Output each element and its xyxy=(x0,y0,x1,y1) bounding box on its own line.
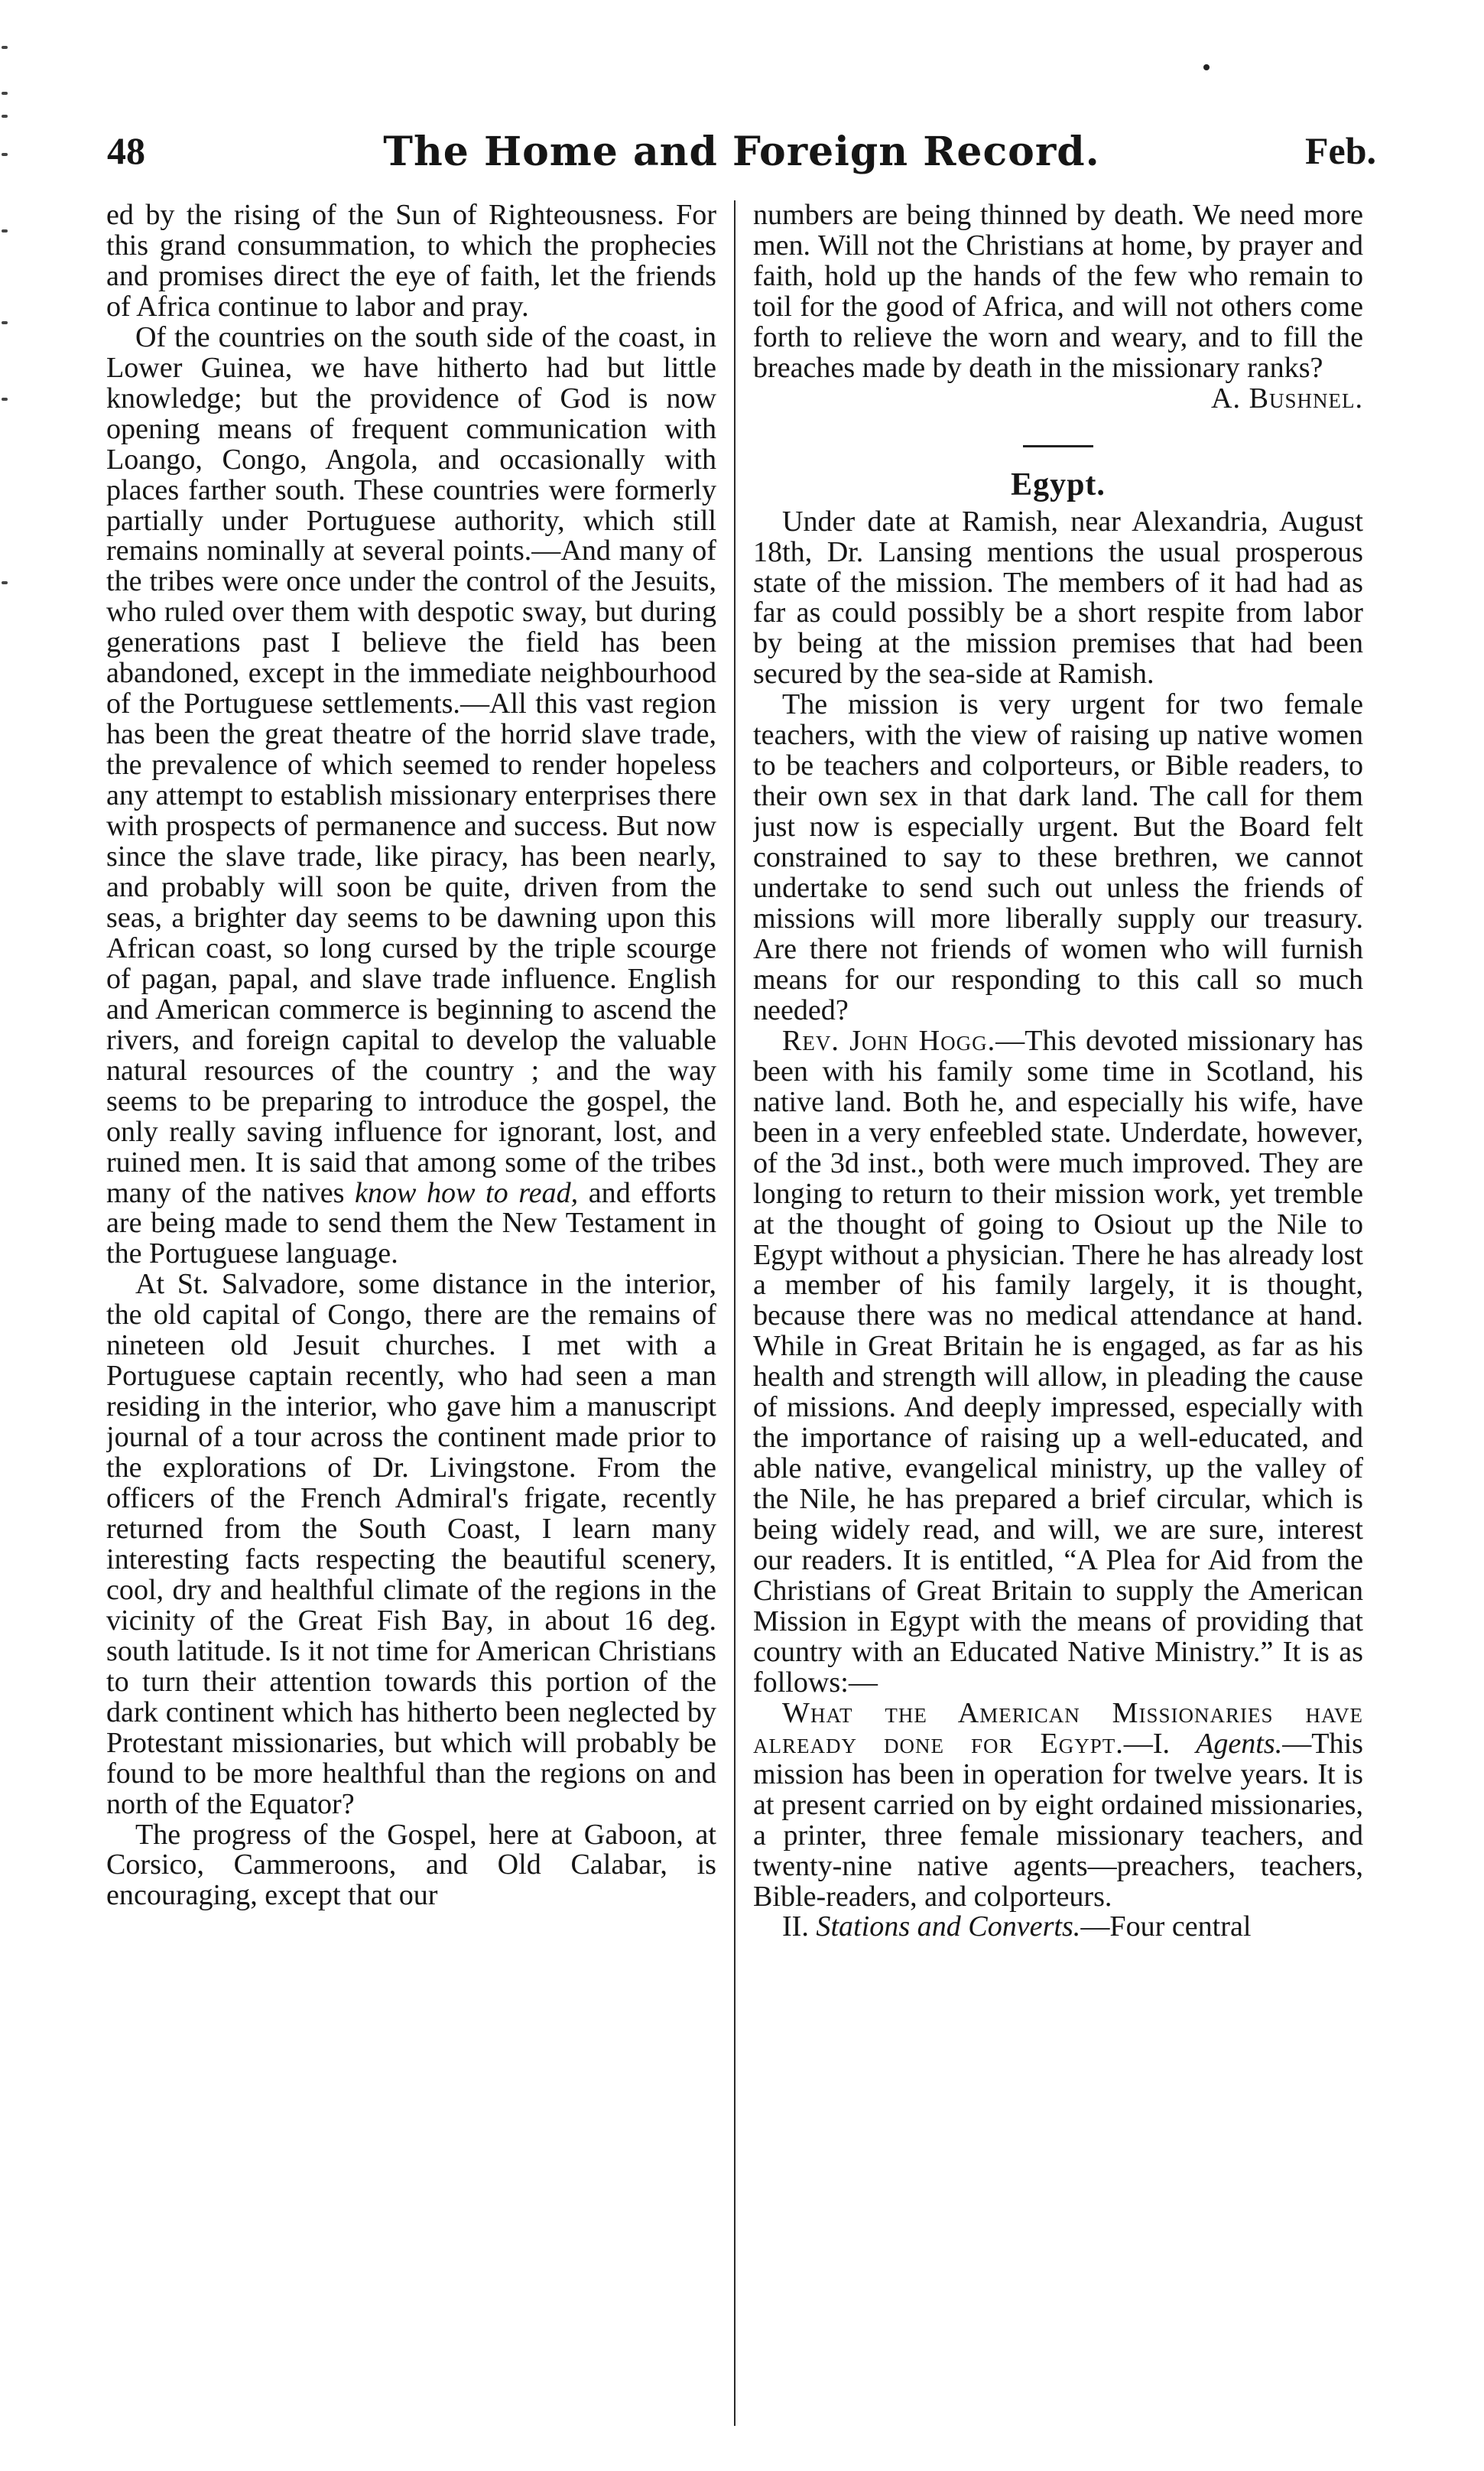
right-paragraph-6-body: —Four central xyxy=(1080,1910,1252,1943)
left-paragraph-4: The progress of the Gospel, here at Gaboon, at Corsico, Cammeroons, and Old Calabar, is encouraging, except that our xyxy=(106,1818,716,1912)
left-paragraph-3: At St. Salvadore, some distance in the interior, the old capital of Congo, there are the remains of nineteen old Jesuit churches. I met with a Portuguese captain recently, who had seen a man residing in the interior, who gave him a manuscript journal of a tour across the continent made prior to the explorations of Dr. Livingstone. From the officers of the French Admiral's frigate, recently returned from the South Coast, I learn many interesting facts respecting the beautiful scenery, cool, dry and healthful climate of the regions in the vicinity of the Great Fish Bay, in about 16 deg. south latitude. Is it not time for American Christians to turn their attention towards this portion of the dark continent which has hitherto been neglected by Protestant missionaries, but which will probably be found to be more healthful than the regions on and north of the Equator? xyxy=(106,1268,716,1820)
right-paragraph-5-emphasis: Agents. xyxy=(1196,1727,1283,1760)
right-paragraph-4 xyxy=(753,1026,1363,1699)
right-paragraph-4-lead: Rev. John Hogg. xyxy=(782,1024,996,1057)
right-paragraph-4-body: —This devoted missionary has been with his family some time in Scotland, his native land. Both he, and especially his wife, have been in a very enfeebled state. Underdate, however, of the 3d inst., both were much improved. They are longing to return to their mission work, yet tremble at the thought of going to Osiout up the Nile to Egypt without a physician. There he has already lost a member of his family largely, it is thought, because there was no medical attendance at hand. While in Great Britain he is engaged, as far as his health and strength will allow, in pleading the cause of missions. And deeply impressed, especially with the importance of raising up a well-educated, and able native, evangelical ministry, up the valley of the Nile, he has prepared a brief circular, which is being widely read, and will, we are sure, interest our readers. It is entitled, “A Plea for Aid from the Christians of Great Britain to supply the American Mission in Egypt with the means of providing that country with an Educated Native Ministry.” It is as follows:— xyxy=(753,1024,1363,1699)
ink-speck xyxy=(1203,64,1210,70)
section-title-egypt: Egypt. xyxy=(1011,467,1106,502)
scan-edge-marks xyxy=(0,0,18,627)
right-paragraph-2: Under date at Ramish, near Alexandria, August 18th, Dr. Lansing mentions the usual prosperous state of the mission. The members of it had had as far as could possibly be a short respite from labor by being at the mission premises that had been secured by the sea-side at Ramish. xyxy=(753,505,1363,691)
right-paragraph-5-body: —This mission has been in operation for twelve years. It is at present carried on by eight ordained missionaries, a printer, three female missionary teachers, and twenty-nine native agents—preachers, teachers, Bible-readers, and colporteurs. xyxy=(753,1727,1363,1913)
page-number: 48 xyxy=(107,129,145,172)
page-header xyxy=(107,128,1376,190)
right-paragraph-5-lead: What the American Missionaries have already done for Egypt. xyxy=(753,1696,1363,1760)
left-paragraph-2-text-b: and efforts are being made to send them the New Testament in the Portuguese language. xyxy=(106,1176,716,1270)
right-paragraph-6-emphasis: Stations and Converts. xyxy=(816,1910,1081,1943)
left-paragraph-1: ed by the rising of the Sun of Righteousness. For this grand consummation, to which the prophecies and promises direct the eye of faith, let the friends of Africa continue to labor and pray. xyxy=(106,200,716,323)
left-paragraph-2-text-a: Of the countries on the south side of the coast, in Lower Guinea, we have hitherto had but little knowledge; but the providence of God is now opening means of frequent communication with Loango, Congo, Angola, and occasionally with places farther south. These countries were formerly partially under Portuguese authority, which still remains nominally at several points.—And many of the tribes were once under the control of the Jesuits, who ruled over them with despotic sway, but during generations past I believe the field has been abandoned, except in the immediate neighbourhood of the Portuguese settlements.—All this vast region has been the great theatre of the horrid slave trade, the prevalence of which seemed to render hopeless any attempt to establish missionary enterprises there with prospects of permanence and success. But now since the slave trade, like piracy, has been nearly, and probably will soon be quite, driven from the seas, a brighter day seems to be dawning upon this African coast, so long cursed by the triple scourge of pagan, papal, and slave trade influence. English and American commerce is beginning to ascend the rivers, and foreign capital to develop the valuable natural resources of the country ; and the way seems to be preparing to introduce the gospel, the only really saving influence for ignorant, lost, and ruined men. It is said that among some of the tribes many of the natives xyxy=(106,320,716,1209)
issue-month: Feb. xyxy=(1304,129,1376,172)
right-paragraph-5 xyxy=(753,1696,1363,1913)
column-divider xyxy=(734,200,736,2426)
left-column xyxy=(106,200,716,2434)
signature: A. Bushnel. xyxy=(1211,383,1363,415)
right-paragraph-1: numbers are being thinned by death. We need more men. Will not the Christians at home, by prayer and faith, hold up the hands of the few who remain to toil for the good of Africa, and will not others come forth to relieve the worn and weary, and to fill the breaches made by death in the missionary ranks? xyxy=(753,200,1363,384)
right-paragraph-6 xyxy=(753,1912,1363,1943)
right-paragraph-3: The mission is very urgent for two female teachers, with the view of raising up native women to be teachers and colporteurs, or Bible readers, to their own sex in that dark land. The call for them just now is especially urgent. But the Board felt constrained to say to these brethren, we cannot undertake to send such out unless the friends of missions will more liberally supply our treasury. Are there not friends of women who will furnish means for our responding to this call so much needed? xyxy=(753,688,1363,1026)
right-column xyxy=(753,200,1363,2434)
running-title: The Home and Foreign Record. xyxy=(383,128,1100,175)
signature-line xyxy=(753,384,1363,415)
right-paragraph-5-mid: —I. xyxy=(1123,1727,1171,1760)
section-rule xyxy=(1023,445,1093,447)
left-paragraph-2-emphasis: know how to read, xyxy=(355,1176,579,1209)
left-paragraph-2 xyxy=(106,320,716,1270)
right-paragraph-6-lead: II. xyxy=(782,1910,809,1943)
